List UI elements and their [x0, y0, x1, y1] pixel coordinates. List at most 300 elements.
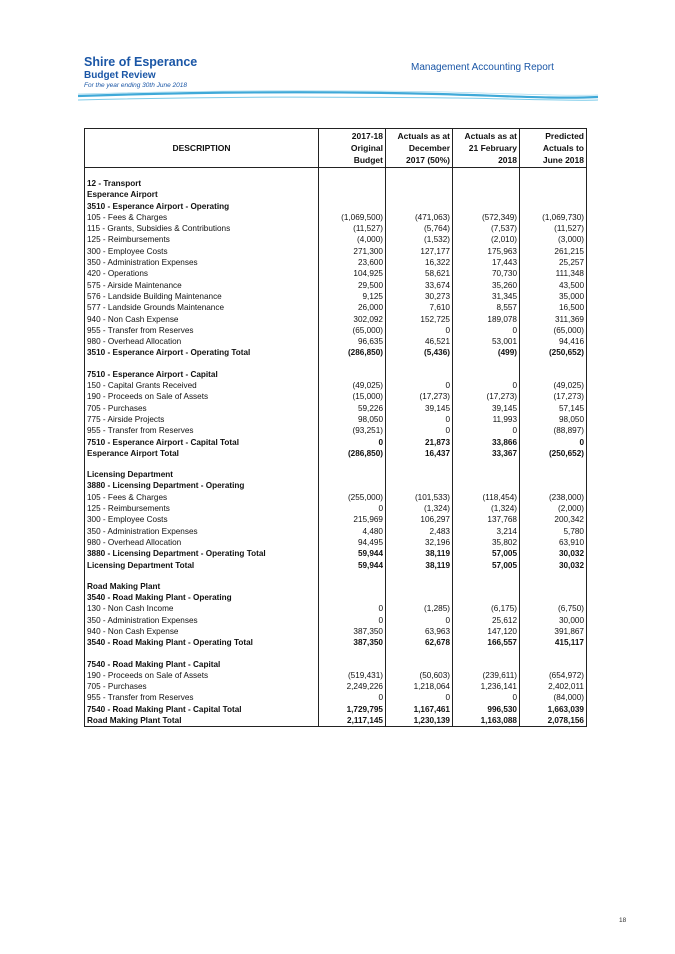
row-value-cell: (6,175) — [453, 603, 520, 614]
row-value-cell: 30,032 — [520, 560, 587, 571]
row-value-cell: (519,431) — [319, 670, 386, 681]
row-value-cell: 0 — [453, 325, 520, 336]
row-value-cell: 16,437 — [386, 448, 453, 459]
organisation-name: Shire of Esperance — [84, 55, 198, 69]
row-value-cell — [453, 459, 520, 469]
col-header-line: 21 February — [468, 143, 517, 153]
row-value-cell: (7,537) — [453, 223, 520, 234]
row-value-cell: 98,050 — [319, 414, 386, 425]
row-description: 125 - Reimbursements — [85, 503, 319, 514]
row-value-cell: 1,167,461 — [386, 704, 453, 715]
row-value-cell: 33,866 — [453, 437, 520, 448]
section-heading-row — [85, 369, 587, 380]
row-value-cell: 415,117 — [520, 637, 587, 648]
total-row — [85, 704, 587, 715]
row-description: 576 - Landside Building Maintenance — [85, 291, 319, 302]
row-value-cell: 0 — [386, 615, 453, 626]
row-description: 105 - Fees & Charges — [85, 492, 319, 503]
row-value-cell: (471,063) — [386, 212, 453, 223]
row-value-cell — [520, 659, 587, 670]
row-value-cell: (1,532) — [386, 234, 453, 245]
row-description: 3540 - Road Making Plant - Operating Total — [85, 637, 319, 648]
col-header-line: Actuals as at — [397, 131, 450, 141]
row-value-cell: 1,236,141 — [453, 681, 520, 692]
table-row — [85, 268, 587, 279]
row-value-cell: 0 — [453, 380, 520, 391]
row-value-cell: 35,260 — [453, 280, 520, 291]
row-value-cell: (499) — [453, 347, 520, 358]
row-value-cell: 38,119 — [386, 560, 453, 571]
row-value-cell: 200,342 — [520, 514, 587, 525]
row-value-cell: (50,603) — [386, 670, 453, 681]
row-description: 577 - Landside Grounds Maintenance — [85, 302, 319, 313]
row-value-cell — [520, 189, 587, 200]
row-value-cell — [520, 469, 587, 480]
table-row — [85, 626, 587, 637]
section-heading-row — [85, 469, 587, 480]
row-value-cell — [453, 168, 520, 179]
row-value-cell — [520, 581, 587, 592]
row-value-cell: 63,910 — [520, 537, 587, 548]
row-description: 115 - Grants, Subsidies & Contributions — [85, 223, 319, 234]
row-value-cell: 59,944 — [319, 548, 386, 559]
section-heading-row — [85, 581, 587, 592]
total-row — [85, 560, 587, 571]
table-row — [85, 314, 587, 325]
row-description: Esperance Airport Total — [85, 448, 319, 459]
row-value-cell — [386, 459, 453, 469]
row-value-cell — [520, 571, 587, 581]
row-description: 420 - Operations — [85, 268, 319, 279]
row-description: 3510 - Esperance Airport - Operating — [85, 201, 319, 212]
row-value-cell — [520, 369, 587, 380]
row-value-cell: 137,768 — [453, 514, 520, 525]
row-value-cell: 0 — [319, 615, 386, 626]
row-value-cell: (17,273) — [520, 391, 587, 402]
row-value-cell: 0 — [453, 692, 520, 703]
row-value-cell: 1,163,088 — [453, 715, 520, 727]
row-value-cell — [453, 480, 520, 491]
row-value-cell — [319, 178, 386, 189]
section-heading-row — [85, 201, 587, 212]
row-value-cell: 2,078,156 — [520, 715, 587, 727]
row-description: 980 - Overhead Allocation — [85, 537, 319, 548]
row-value-cell: (93,251) — [319, 425, 386, 436]
row-value-cell — [386, 659, 453, 670]
row-value-cell: (286,850) — [319, 448, 386, 459]
table-row — [85, 492, 587, 503]
row-description: 940 - Non Cash Expense — [85, 626, 319, 637]
table-row — [85, 681, 587, 692]
row-description: 3540 - Road Making Plant - Operating — [85, 592, 319, 603]
row-value-cell: (1,285) — [386, 603, 453, 614]
row-value-cell — [520, 459, 587, 469]
row-value-cell: 26,000 — [319, 302, 386, 313]
row-value-cell: 2,402,011 — [520, 681, 587, 692]
row-value-cell: 53,001 — [453, 336, 520, 347]
row-value-cell: (1,069,500) — [319, 212, 386, 223]
row-value-cell — [319, 459, 386, 469]
row-value-cell: 35,802 — [453, 537, 520, 548]
row-value-cell: (4,000) — [319, 234, 386, 245]
row-value-cell: 2,117,145 — [319, 715, 386, 727]
total-row — [85, 715, 587, 727]
row-value-cell — [319, 201, 386, 212]
row-value-cell: 387,350 — [319, 626, 386, 637]
table-row — [85, 302, 587, 313]
row-value-cell: (572,349) — [453, 212, 520, 223]
row-value-cell: 11,993 — [453, 414, 520, 425]
row-value-cell: 0 — [319, 603, 386, 614]
row-value-cell: 2,483 — [386, 526, 453, 537]
row-value-cell: 58,621 — [386, 268, 453, 279]
col-header-description — [85, 129, 319, 168]
section-heading-row — [85, 178, 587, 189]
row-value-cell: 57,005 — [453, 548, 520, 559]
row-value-cell: 17,443 — [453, 257, 520, 268]
row-value-cell: 59,226 — [319, 403, 386, 414]
row-value-cell — [386, 359, 453, 369]
row-value-cell: 96,635 — [319, 336, 386, 347]
col-header-original-budget — [319, 129, 386, 168]
row-description: 12 - Transport — [85, 178, 319, 189]
row-value-cell: 0 — [386, 425, 453, 436]
row-value-cell: 31,345 — [453, 291, 520, 302]
col-header-line: Original — [350, 143, 383, 153]
col-header-actuals-february — [453, 129, 520, 168]
row-value-cell: 147,120 — [453, 626, 520, 637]
row-value-cell — [386, 571, 453, 581]
row-value-cell: 1,729,795 — [319, 704, 386, 715]
row-value-cell: 1,218,064 — [386, 681, 453, 692]
row-value-cell: 215,969 — [319, 514, 386, 525]
row-value-cell: 166,557 — [453, 637, 520, 648]
section-heading-row — [85, 189, 587, 200]
row-value-cell — [386, 649, 453, 659]
table-row — [85, 336, 587, 347]
row-description: 3880 - Licensing Department - Operating Total — [85, 548, 319, 559]
row-value-cell: 0 — [386, 380, 453, 391]
table-row — [85, 526, 587, 537]
row-value-cell: 4,480 — [319, 526, 386, 537]
table-row — [85, 503, 587, 514]
col-header-line: DESCRIPTION — [172, 143, 231, 153]
row-value-cell: 1,230,139 — [386, 715, 453, 727]
row-value-cell — [319, 359, 386, 369]
row-description: Road Making Plant — [85, 581, 319, 592]
row-description: 705 - Purchases — [85, 403, 319, 414]
row-value-cell: 391,867 — [520, 626, 587, 637]
row-value-cell — [386, 189, 453, 200]
row-value-cell: 0 — [386, 692, 453, 703]
section-heading-row — [85, 592, 587, 603]
row-description — [85, 168, 319, 179]
row-value-cell: 127,177 — [386, 246, 453, 257]
row-value-cell: (17,273) — [386, 391, 453, 402]
row-value-cell: 111,348 — [520, 268, 587, 279]
row-description: 7540 - Road Making Plant - Capital — [85, 659, 319, 670]
row-value-cell: (250,652) — [520, 347, 587, 358]
row-value-cell — [453, 359, 520, 369]
row-value-cell: 189,078 — [453, 314, 520, 325]
section-heading-row — [85, 480, 587, 491]
row-value-cell — [386, 592, 453, 603]
row-value-cell — [520, 178, 587, 189]
row-value-cell — [319, 189, 386, 200]
row-description: 105 - Fees & Charges — [85, 212, 319, 223]
row-value-cell: 106,297 — [386, 514, 453, 525]
spacer-row — [85, 168, 587, 179]
row-value-cell: (1,324) — [453, 503, 520, 514]
table-row — [85, 615, 587, 626]
row-value-cell — [319, 592, 386, 603]
row-description: 3880 - Licensing Department - Operating — [85, 480, 319, 491]
row-value-cell — [386, 581, 453, 592]
table-body — [85, 168, 587, 727]
row-value-cell — [319, 480, 386, 491]
row-value-cell — [319, 469, 386, 480]
row-value-cell — [386, 469, 453, 480]
row-description: 150 - Capital Grants Received — [85, 380, 319, 391]
table-row — [85, 537, 587, 548]
col-header-line: 2017 (50%) — [406, 155, 450, 165]
row-description: 775 - Airside Projects — [85, 414, 319, 425]
report-title: Management Accounting Report — [411, 62, 554, 73]
row-value-cell — [520, 359, 587, 369]
row-value-cell — [453, 369, 520, 380]
col-header-line: December — [408, 143, 450, 153]
col-header-line: Budget — [353, 155, 383, 165]
row-value-cell — [386, 480, 453, 491]
row-value-cell — [319, 649, 386, 659]
row-value-cell: 0 — [319, 692, 386, 703]
row-value-cell: 39,145 — [386, 403, 453, 414]
header-wave-decoration — [78, 86, 598, 106]
row-description: 300 - Employee Costs — [85, 246, 319, 257]
row-description: 575 - Airside Maintenance — [85, 280, 319, 291]
row-value-cell: (15,000) — [319, 391, 386, 402]
row-value-cell: 0 — [319, 437, 386, 448]
row-value-cell: 30,032 — [520, 548, 587, 559]
row-value-cell: 30,273 — [386, 291, 453, 302]
row-value-cell — [319, 659, 386, 670]
table-row — [85, 257, 587, 268]
row-value-cell — [453, 592, 520, 603]
row-value-cell: (65,000) — [319, 325, 386, 336]
row-value-cell: 0 — [453, 425, 520, 436]
row-value-cell — [319, 571, 386, 581]
table-row — [85, 291, 587, 302]
row-value-cell — [386, 201, 453, 212]
table-row — [85, 514, 587, 525]
row-value-cell: (88,897) — [520, 425, 587, 436]
row-value-cell: 46,521 — [386, 336, 453, 347]
table-row — [85, 234, 587, 245]
table-row — [85, 325, 587, 336]
row-description — [85, 359, 319, 369]
total-row — [85, 448, 587, 459]
row-value-cell: (2,000) — [520, 503, 587, 514]
row-description: Road Making Plant Total — [85, 715, 319, 727]
row-value-cell — [453, 649, 520, 659]
row-value-cell — [453, 178, 520, 189]
total-row — [85, 637, 587, 648]
row-value-cell: 302,092 — [319, 314, 386, 325]
row-value-cell — [319, 168, 386, 179]
row-value-cell: (1,069,730) — [520, 212, 587, 223]
row-value-cell: 29,500 — [319, 280, 386, 291]
row-value-cell: 0 — [520, 437, 587, 448]
row-value-cell: (286,850) — [319, 347, 386, 358]
table-row — [85, 414, 587, 425]
row-value-cell: 16,500 — [520, 302, 587, 313]
row-value-cell: 30,000 — [520, 615, 587, 626]
row-value-cell — [453, 201, 520, 212]
spacer-row — [85, 571, 587, 581]
table-header-row — [85, 129, 587, 168]
row-description: 955 - Transfer from Reserves — [85, 692, 319, 703]
row-value-cell: (239,611) — [453, 670, 520, 681]
row-description: 350 - Administration Expenses — [85, 615, 319, 626]
row-value-cell: 9,125 — [319, 291, 386, 302]
row-value-cell: (11,527) — [319, 223, 386, 234]
row-description: 190 - Proceeds on Sale of Assets — [85, 391, 319, 402]
row-description: 7510 - Esperance Airport - Capital Total — [85, 437, 319, 448]
row-description: Licensing Department — [85, 469, 319, 480]
col-header-predicted-actuals — [520, 129, 587, 168]
row-value-cell: 0 — [386, 414, 453, 425]
row-value-cell: 996,530 — [453, 704, 520, 715]
col-header-line: Predicted — [545, 131, 584, 141]
col-header-line: 2017-18 — [351, 131, 383, 141]
row-value-cell: (238,000) — [520, 492, 587, 503]
table-row — [85, 223, 587, 234]
row-description: 940 - Non Cash Expense — [85, 314, 319, 325]
row-value-cell: 7,610 — [386, 302, 453, 313]
row-value-cell: 59,944 — [319, 560, 386, 571]
row-description: 955 - Transfer from Reserves — [85, 325, 319, 336]
row-value-cell: (17,273) — [453, 391, 520, 402]
row-value-cell: 98,050 — [520, 414, 587, 425]
table-row — [85, 246, 587, 257]
row-value-cell: (255,000) — [319, 492, 386, 503]
section-heading-row — [85, 659, 587, 670]
row-value-cell: 8,557 — [453, 302, 520, 313]
row-value-cell: 62,678 — [386, 637, 453, 648]
row-description: 300 - Employee Costs — [85, 514, 319, 525]
row-value-cell: (118,454) — [453, 492, 520, 503]
col-header-line: Actuals to — [542, 143, 584, 153]
row-value-cell: 175,963 — [453, 246, 520, 257]
row-value-cell: 16,322 — [386, 257, 453, 268]
row-description: Esperance Airport — [85, 189, 319, 200]
row-description — [85, 649, 319, 659]
row-value-cell: (65,000) — [520, 325, 587, 336]
row-value-cell — [319, 581, 386, 592]
spacer-row — [85, 649, 587, 659]
row-description: 980 - Overhead Allocation — [85, 336, 319, 347]
row-value-cell: (84,000) — [520, 692, 587, 703]
table-row — [85, 212, 587, 223]
row-value-cell: 23,600 — [319, 257, 386, 268]
spacer-row — [85, 459, 587, 469]
row-value-cell — [453, 571, 520, 581]
row-value-cell — [453, 189, 520, 200]
row-value-cell — [520, 201, 587, 212]
row-description: 130 - Non Cash Income — [85, 603, 319, 614]
row-value-cell: (1,324) — [386, 503, 453, 514]
row-description: 125 - Reimbursements — [85, 234, 319, 245]
row-description: 190 - Proceeds on Sale of Assets — [85, 670, 319, 681]
row-description: 705 - Purchases — [85, 681, 319, 692]
row-description — [85, 571, 319, 581]
row-value-cell — [319, 369, 386, 380]
row-value-cell: 3,214 — [453, 526, 520, 537]
total-row — [85, 347, 587, 358]
row-value-cell: 152,725 — [386, 314, 453, 325]
col-header-line: Actuals as at — [464, 131, 517, 141]
row-value-cell: 104,925 — [319, 268, 386, 279]
row-description: 3510 - Esperance Airport - Operating Total — [85, 347, 319, 358]
row-description: Licensing Department Total — [85, 560, 319, 571]
col-header-line: 2018 — [498, 155, 517, 165]
row-value-cell: 38,119 — [386, 548, 453, 559]
row-value-cell: 94,495 — [319, 537, 386, 548]
row-value-cell: (654,972) — [520, 670, 587, 681]
row-value-cell — [386, 178, 453, 189]
row-value-cell: 57,005 — [453, 560, 520, 571]
row-description: 7540 - Road Making Plant - Capital Total — [85, 704, 319, 715]
page-number: 18 — [619, 917, 627, 924]
row-value-cell: (5,764) — [386, 223, 453, 234]
row-description: 955 - Transfer from Reserves — [85, 425, 319, 436]
row-value-cell: (6,750) — [520, 603, 587, 614]
budget-review-table — [84, 128, 587, 727]
row-value-cell: 94,416 — [520, 336, 587, 347]
table-row — [85, 403, 587, 414]
row-description — [85, 459, 319, 469]
spacer-row — [85, 359, 587, 369]
row-value-cell: (5,436) — [386, 347, 453, 358]
row-value-cell: (101,533) — [386, 492, 453, 503]
row-value-cell: 39,145 — [453, 403, 520, 414]
row-value-cell: 70,730 — [453, 268, 520, 279]
table-row — [85, 391, 587, 402]
row-value-cell: 1,663,039 — [520, 704, 587, 715]
row-description: 350 - Administration Expenses — [85, 257, 319, 268]
table-row — [85, 603, 587, 614]
table-row — [85, 380, 587, 391]
table-row — [85, 280, 587, 291]
row-value-cell: 387,350 — [319, 637, 386, 648]
row-value-cell: 43,500 — [520, 280, 587, 291]
total-row — [85, 548, 587, 559]
row-description: 7510 - Esperance Airport - Capital — [85, 369, 319, 380]
row-value-cell: (11,527) — [520, 223, 587, 234]
row-value-cell — [386, 369, 453, 380]
row-value-cell: 33,674 — [386, 280, 453, 291]
report-period: For the year ending 30th June 2018 — [84, 82, 187, 89]
row-value-cell: 0 — [386, 325, 453, 336]
row-value-cell: 271,300 — [319, 246, 386, 257]
row-value-cell — [453, 469, 520, 480]
row-value-cell — [520, 592, 587, 603]
row-value-cell: 0 — [319, 503, 386, 514]
row-value-cell: (250,652) — [520, 448, 587, 459]
row-value-cell: 33,367 — [453, 448, 520, 459]
row-value-cell: (2,010) — [453, 234, 520, 245]
row-value-cell: (49,025) — [319, 380, 386, 391]
